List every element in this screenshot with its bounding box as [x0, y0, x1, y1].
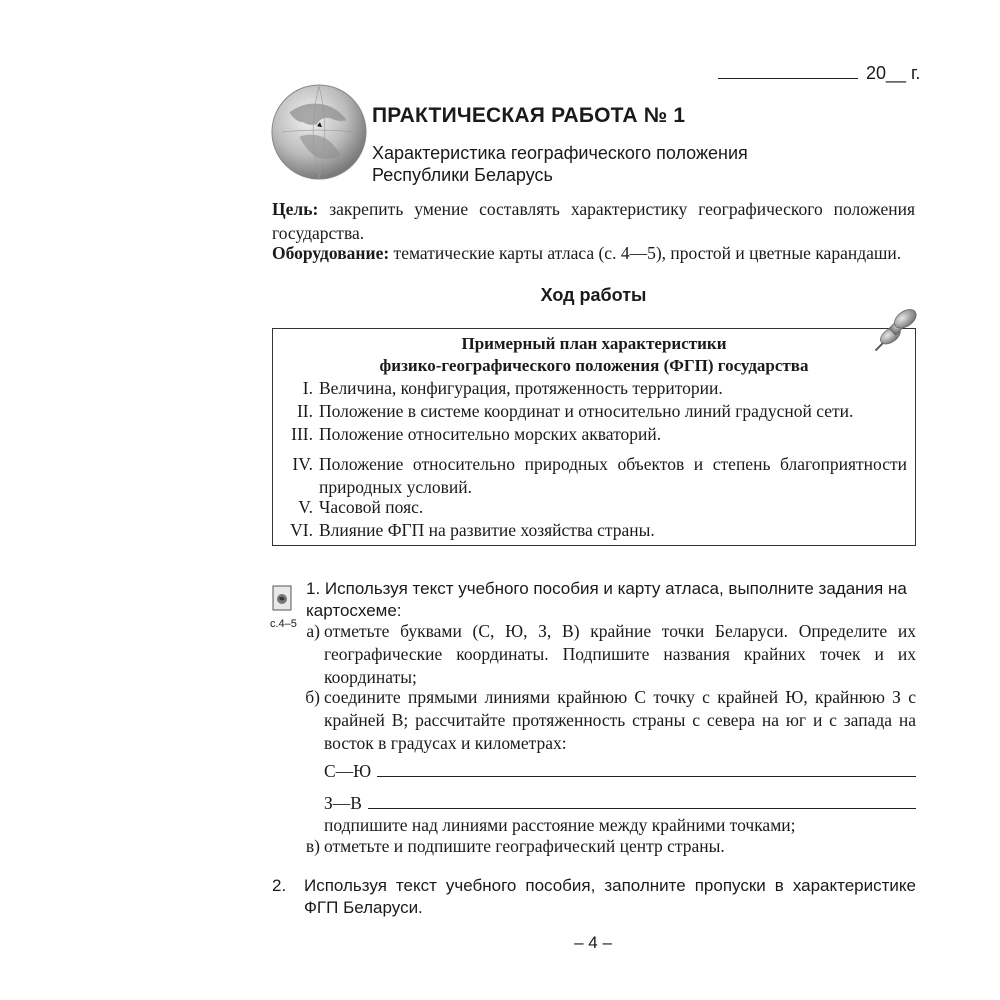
plan-item-text: Величина, конфигурация, протяженность территории.: [319, 378, 723, 398]
date-line: [718, 62, 920, 84]
task-1-text: 1. Используя текст учебного пособия и карту атласа, выполните задания на картосхеме:: [306, 579, 907, 620]
west-east-answer-line[interactable]: [368, 792, 916, 809]
plan-item-text: Часовой пояс.: [319, 497, 424, 517]
plan-item-number: III.: [291, 424, 313, 444]
west-east-label: З—В: [324, 793, 362, 813]
textbook-icon: [272, 585, 292, 611]
plan-item-number: I.: [302, 378, 313, 398]
page-subtitle: [372, 142, 748, 186]
equipment-label: Оборудование:: [272, 243, 390, 263]
task-2-text: Используя текст учебного пособия, заполните пропуски в характеристике ФГП Беларуси.: [304, 876, 916, 917]
plan-box: [272, 328, 916, 546]
subtitle-line-2: Республики Беларусь: [372, 165, 553, 185]
task-1b: [298, 686, 916, 755]
plan-item: [273, 423, 913, 446]
task-2: [272, 875, 916, 919]
plan-item-number: VI.: [290, 520, 313, 540]
pushpin-icon: [868, 302, 924, 358]
globe-icon: [270, 83, 368, 181]
equipment-text: тематические карты атласа (с. 4—5), простой и цветные карандаши.: [389, 243, 902, 263]
north-south-line: [324, 760, 916, 782]
equipment-paragraph: [272, 241, 915, 265]
goal-label: Цель:: [272, 199, 319, 219]
task-1b-text: соедините прямыми линиями крайнюю С точку с крайней Ю, крайнюю З с крайней В; рассчитайте протяженность страны с севера на юг и с запада на восток в градусах и километрах:: [324, 687, 916, 753]
plan-item-number: II.: [296, 401, 313, 421]
task-1b-note: подпишите над линиями расстояние между крайними точками;: [324, 815, 796, 835]
plan-item: [273, 377, 913, 400]
plan-item-number: IV.: [292, 454, 313, 474]
plan-item-number: V.: [298, 497, 313, 517]
plan-item-text: Положение в системе координат и относительно линий градусной сети.: [319, 401, 854, 421]
plan-item: [273, 519, 913, 542]
plan-item: [273, 453, 913, 499]
date-blank: [718, 62, 858, 79]
plan-title: [273, 333, 915, 377]
subtitle-line-1: Характеристика географического положения: [372, 143, 748, 163]
north-south-answer-line[interactable]: [377, 760, 916, 777]
west-east-line: [324, 792, 916, 814]
page-title: ПРАКТИЧЕСКАЯ РАБОТА № 1: [372, 104, 686, 127]
task-1a-text: отметьте буквами (С, Ю, З, В) крайние точки Беларуси. Определите их географические координаты. Подпишите названия крайних точек и их координаты;: [324, 621, 916, 687]
north-south-label: С—Ю: [324, 761, 372, 781]
page-reference: с.4–5: [270, 618, 297, 630]
plan-item-text: Положение относительно морских акваторий.: [319, 424, 662, 444]
task-1a: [298, 620, 916, 689]
goal-paragraph: [272, 197, 915, 245]
progress-heading: Ход работы: [540, 285, 647, 305]
task-1c: [298, 835, 916, 858]
task-2-number: 2.: [272, 876, 287, 895]
task-1a-letter: а): [306, 621, 320, 641]
plan-item: [273, 496, 913, 519]
date-year: 20__ г.: [866, 63, 921, 83]
plan-item: [273, 400, 913, 423]
page-number: – 4 –: [574, 933, 612, 952]
task-1c-text: отметьте и подпишите географический центр страны.: [324, 836, 725, 856]
plan-title-line-2: физико-географического положения (ФГП) государства: [379, 356, 809, 375]
task-1b-letter: б): [305, 687, 320, 707]
task-1c-letter: в): [305, 836, 320, 856]
plan-title-line-1: Примерный план характеристики: [461, 334, 727, 353]
goal-text: закрепить умение составлять характеристику географического положения государства.: [272, 199, 915, 243]
plan-item-text: Влияние ФГП на развитие хозяйства страны.: [319, 520, 655, 540]
plan-item-text: Положение относительно природных объектов и степень благоприятности природных условий.: [319, 454, 907, 497]
